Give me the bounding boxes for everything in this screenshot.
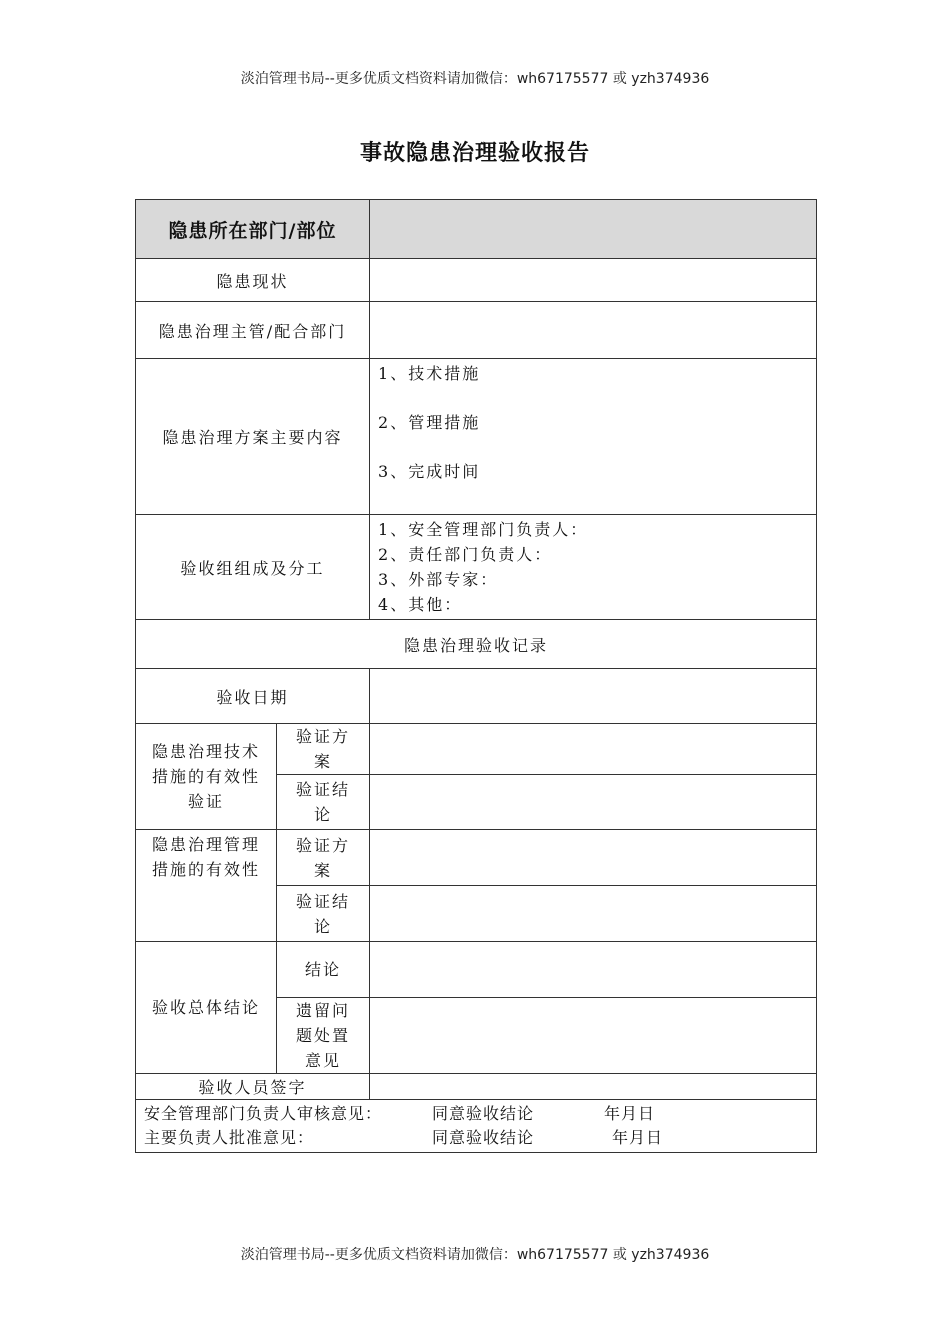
tech-verify-result-value[interactable] <box>370 775 817 830</box>
mgmt-verify-result-value[interactable] <box>370 886 817 942</box>
row-tech-verify-plan <box>136 724 817 775</box>
team-item-expert: 3、外部专家： <box>378 570 499 589</box>
tech-verify-plan-label: 验证方 案 <box>277 724 370 775</box>
row-signature <box>136 1074 817 1100</box>
mgmt-dept-label: 隐患治理主管/配合部门 <box>136 302 370 359</box>
team-item-other: 4、其他： <box>378 595 463 614</box>
plan-content[interactable] <box>370 359 817 515</box>
row-mgmt-verify-plan <box>136 830 817 886</box>
approvals-cell <box>136 1100 817 1153</box>
plan-item-tech: 1、技术措施 <box>378 364 481 383</box>
page-title: 事故隐患治理验收报告 <box>359 141 590 166</box>
approval-safety-date[interactable]: 年月日 <box>604 1104 656 1123</box>
status-label: 隐患现状 <box>136 259 370 302</box>
report-table <box>135 199 817 1153</box>
conclusion-label: 结论 <box>277 942 370 998</box>
signature-label: 验收人员签字 <box>136 1074 370 1100</box>
approval-head-opinion[interactable]: 同意验收结论 <box>432 1128 535 1147</box>
record-header: 隐患治理验收记录 <box>136 620 817 669</box>
row-team <box>136 515 817 620</box>
row-conclusion <box>136 942 817 998</box>
row-record-header <box>136 620 817 669</box>
row-approvals <box>136 1100 817 1153</box>
tech-effectiveness-label: 隐患治理技术 措施的有效性 验证 <box>136 724 277 830</box>
team-content[interactable] <box>370 515 817 620</box>
header-note: 淡泊管理书局--更多优质文档资料请加微信：wh67175577 或 yzh374936 <box>240 71 710 87</box>
approval-head-date[interactable]: 年月日 <box>612 1128 664 1147</box>
mgmt-effectiveness-label: 隐患治理管理 措施的有效性 <box>136 830 277 942</box>
date-value[interactable] <box>370 669 817 724</box>
row-status <box>136 259 817 302</box>
tech-verify-result-label: 验证结 论 <box>277 775 370 830</box>
signature-value[interactable] <box>370 1074 817 1100</box>
plan-label: 隐患治理方案主要内容 <box>136 359 370 515</box>
approval-safety-label: 安全管理部门负责人审核意见： <box>144 1104 383 1123</box>
remaining-issues-label: 遗留问 题处置 意见 <box>277 998 370 1074</box>
team-label: 验收组组成及分工 <box>136 515 370 620</box>
remaining-issues-value[interactable] <box>370 998 817 1074</box>
approval-safety-opinion[interactable]: 同意验收结论 <box>432 1104 535 1123</box>
mgmt-verify-plan-label: 验证方 案 <box>277 830 370 886</box>
dept-location-label: 隐患所在部门/部位 <box>136 200 370 259</box>
row-mgmt-dept <box>136 302 817 359</box>
conclusion-value[interactable] <box>370 942 817 998</box>
plan-item-mgmt: 2、管理措施 <box>378 413 481 432</box>
approval-row-safety <box>144 1102 808 1126</box>
mgmt-dept-value[interactable] <box>370 302 817 359</box>
row-dept-location <box>136 200 817 259</box>
approval-head-label: 主要负责人批准意见： <box>144 1128 315 1147</box>
overall-conclusion-label: 验收总体结论 <box>136 942 277 1074</box>
dept-location-value[interactable] <box>370 200 817 259</box>
approval-row-head <box>144 1126 808 1150</box>
status-value[interactable] <box>370 259 817 302</box>
row-date <box>136 669 817 724</box>
team-item-responsible: 2、责任部门负责人： <box>378 545 553 564</box>
footer-note: 淡泊管理书局--更多优质文档资料请加微信：wh67175577 或 yzh374936 <box>240 1247 710 1263</box>
plan-item-time: 3、完成时间 <box>378 462 481 481</box>
mgmt-verify-result-label: 验证结 论 <box>277 886 370 942</box>
team-item-safety: 1、安全管理部门负责人： <box>378 520 589 539</box>
tech-verify-plan-value[interactable] <box>370 724 817 775</box>
mgmt-verify-plan-value[interactable] <box>370 830 817 886</box>
date-label: 验收日期 <box>136 669 370 724</box>
row-plan <box>136 359 817 515</box>
